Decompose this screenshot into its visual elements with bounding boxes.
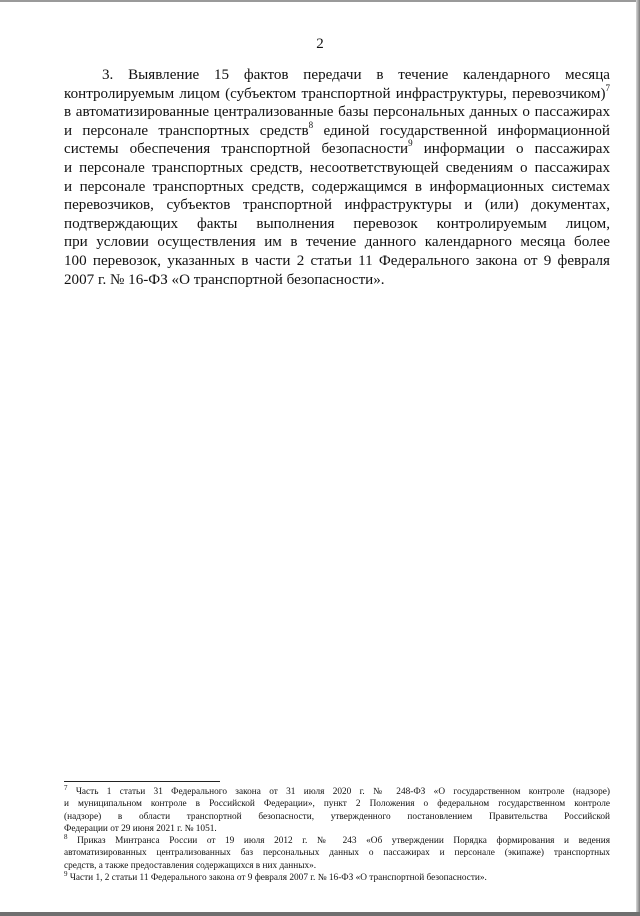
- body-line: и персонале транспортных средств, содержащимся в информационных системах: [64, 178, 610, 195]
- footnote-7-line: и муниципальном контроле в Российской Федерации», пункт 2 Положения о федеральном государственном контроле: [64, 799, 610, 810]
- footnote-ref-7: 7: [605, 82, 610, 93]
- body-line: 100 перевозок, указанных в части 2 статьи 11 Федерального закона от 9 февраля: [64, 252, 610, 269]
- footnote-ref-8: 8: [308, 119, 314, 130]
- scan-edge-right: [636, 0, 640, 916]
- footnote-text: Приказ Минтранса России от 19 июля 2012 г. № 243 «Об утверждении Порядка формирования и ведения: [67, 836, 610, 847]
- body-line-text: информации о пассажирах: [412, 141, 610, 158]
- footnote-8-line: автоматизированных централизованных баз персональных данных о пассажирах и персонале (экипаже) транспортных: [64, 848, 610, 859]
- body-line: и персонале транспортных средств, несоответствующей сведениям о пассажирах: [64, 159, 610, 176]
- footnote-7-line: (надзоре) в области транспортной безопасности, утвержденного постановлением Правительства Российской: [64, 811, 610, 822]
- body-line: 3. Выявление 15 фактов передачи в течение календарного месяца: [102, 67, 610, 83]
- scan-edge-top: [0, 0, 640, 2]
- body-line: 2007 г. № 16-ФЗ «О транспортной безопасности».: [64, 271, 385, 288]
- body-line-text: единой государственной информационной: [313, 122, 610, 139]
- body-line: перевозчиков, субъектов транспортной инфраструктуры и (или) документах,: [64, 197, 610, 214]
- body-line: [64, 140, 610, 159]
- footnote-7-line: [64, 783, 610, 798]
- body-line: подтверждающих факты выполнения перевозок контролируемым лицом,: [64, 215, 610, 232]
- footnote-text: Часть 1 статьи 31 Федерального закона от 31 июля 2020 г. № 248-ФЗ «О государственном контроле (надзоре): [67, 787, 610, 797]
- scan-edge-bottom: [0, 912, 640, 916]
- body-line: при условии осуществления им в течение данного календарного месяца более: [64, 234, 610, 251]
- footnote-9-mark: 9: [64, 869, 68, 878]
- body-line: [64, 82, 610, 104]
- body-line-text: контролируемым лицом (субъектом транспортной инфраструктуры, перевозчиком): [64, 85, 606, 102]
- footnote-9-line: [64, 869, 610, 884]
- body-line: в автоматизированные централизованные базы персональных данных о пассажирах: [64, 104, 610, 121]
- footnotes: [64, 783, 610, 884]
- body-paragraph: [64, 66, 610, 289]
- footnote-8-line: [64, 835, 610, 847]
- footnote-text: Части 1, 2 статьи 11 Федерального закона от 9 февраля 2007 г. № 16-ФЗ «О транспортной безопасности».: [67, 873, 487, 884]
- footnote-ref-9: 9: [408, 138, 413, 149]
- footnote-7-mark: 7: [64, 783, 68, 792]
- body-line: [64, 119, 610, 141]
- footnote-8-mark: 8: [64, 833, 68, 842]
- body-line-text: системы обеспечения транспортной безопасности: [64, 141, 409, 158]
- body-line-text: и персонале транспортных средств: [64, 122, 309, 139]
- page-number: 2: [316, 36, 324, 52]
- footnote-8-line: средств, а также предоставления содержащихся в них данных».: [64, 860, 317, 871]
- footnote-7-line: Федерации от 29 июня 2021 г. № 1051.: [64, 823, 217, 834]
- footnote-separator: [64, 781, 220, 782]
